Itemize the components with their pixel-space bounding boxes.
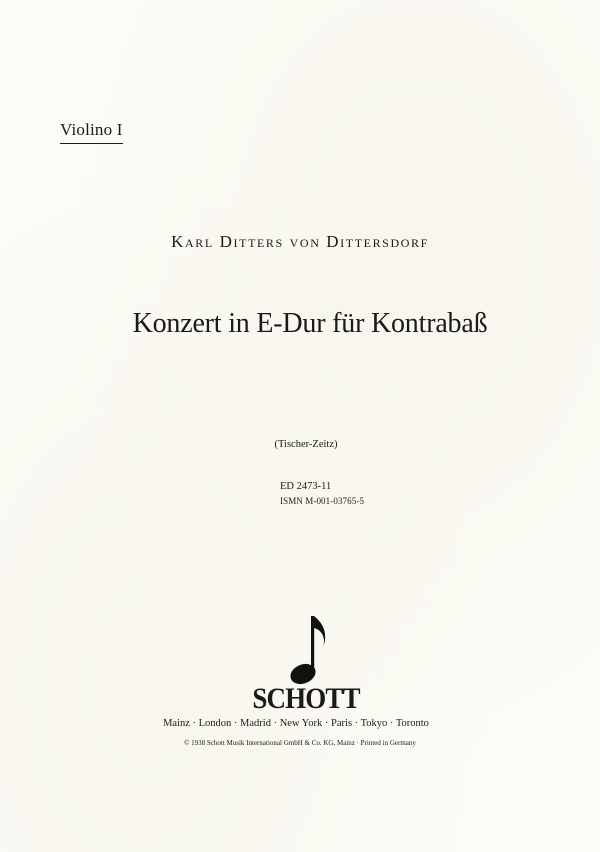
ismn-number: ISMN M-001-03765-5 xyxy=(280,496,365,506)
editors-credit: (Tischer-Zeitz) xyxy=(274,439,338,450)
publisher-logo-text: SCHOTT xyxy=(252,682,360,715)
work-title: Konzert in E-Dur für Kontrabaß xyxy=(132,308,488,339)
part-label: Violino I xyxy=(60,120,123,144)
edition-number: ED 2473-11 xyxy=(280,481,332,492)
copyright-notice: © 1938 Schott Musik International GmbH & Co. KG, Mainz · Printed in Germany xyxy=(184,739,416,747)
eighth-note-icon xyxy=(284,612,334,688)
composer-name: Karl Ditters von Dittersdorf xyxy=(171,232,429,251)
publisher-cities: Mainz · London · Madrid · New York · Paris · Tokyo · Toronto xyxy=(163,718,429,729)
